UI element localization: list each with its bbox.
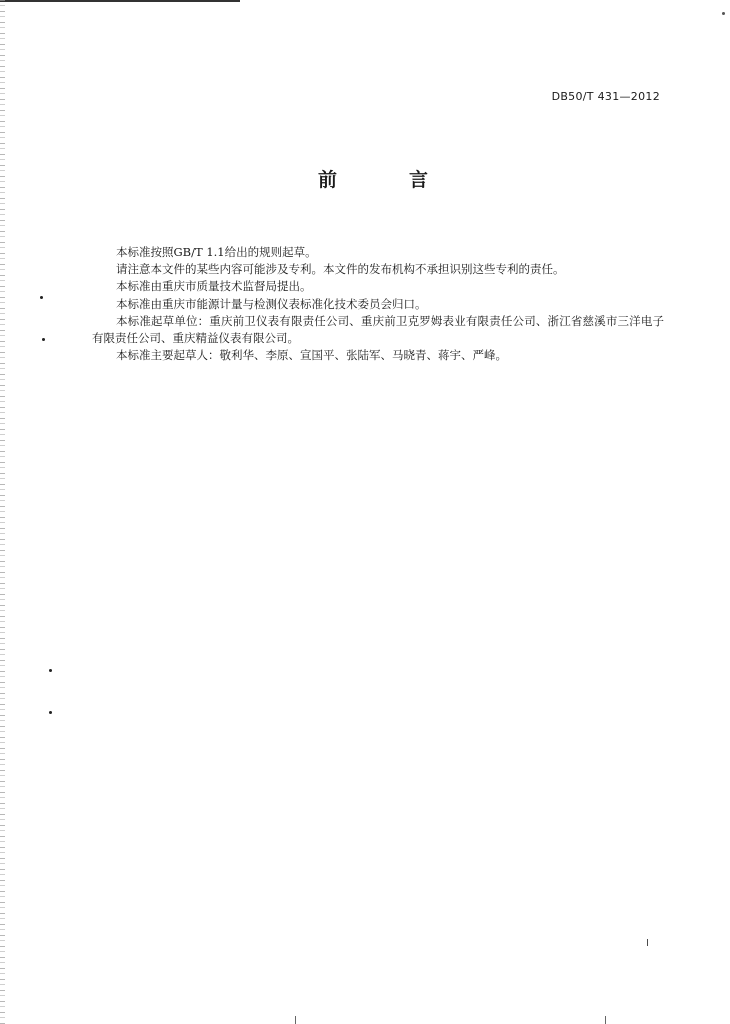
scan-top-edge-line (0, 0, 240, 2)
margin-speck (40, 296, 43, 299)
paragraph-committee: 本标准由重庆市能源计量与检测仪表标准化技术委员会归口。 (116, 296, 427, 311)
page-number: I (646, 938, 649, 949)
paragraph-drafting-units: 本标准起草单位：重庆前卫仪表有限责任公司、重庆前卫克罗姆表业有限责任公司、浙江省慈溪市三洋电子有限责任公司、重庆精益仪表有限公司。 (92, 313, 664, 346)
scan-left-edge-noise (0, 0, 5, 1024)
page-title-char-2: 言 (408, 169, 428, 191)
margin-speck (49, 711, 52, 714)
paragraph-drafting-rules: 本标准按照GB/T 1.1给出的规则起草。 (116, 245, 317, 259)
foreword-body (92, 244, 664, 364)
paragraph-drafters: 本标准主要起草人：敬利华、李原、宣国平、张陆军、马晓青、蒋宇、严峰。 (116, 348, 507, 363)
paragraph-patent-notice: 请注意本文件的某些内容可能涉及专利。本文件的发布机构不承担识别这些专利的责任。 (116, 262, 565, 277)
margin-speck (49, 669, 52, 672)
paragraph-proposer: 本标准由重庆市质量技术监督局提出。 (116, 279, 312, 294)
margin-speck (42, 338, 45, 341)
document-number: DB50/T 431—2012 (551, 90, 660, 103)
scan-speck (722, 12, 725, 15)
page-title (318, 165, 428, 192)
scan-footer-mark (605, 1016, 606, 1024)
page-title-char-1: 前 (318, 169, 338, 191)
scan-footer-mark (295, 1016, 296, 1024)
